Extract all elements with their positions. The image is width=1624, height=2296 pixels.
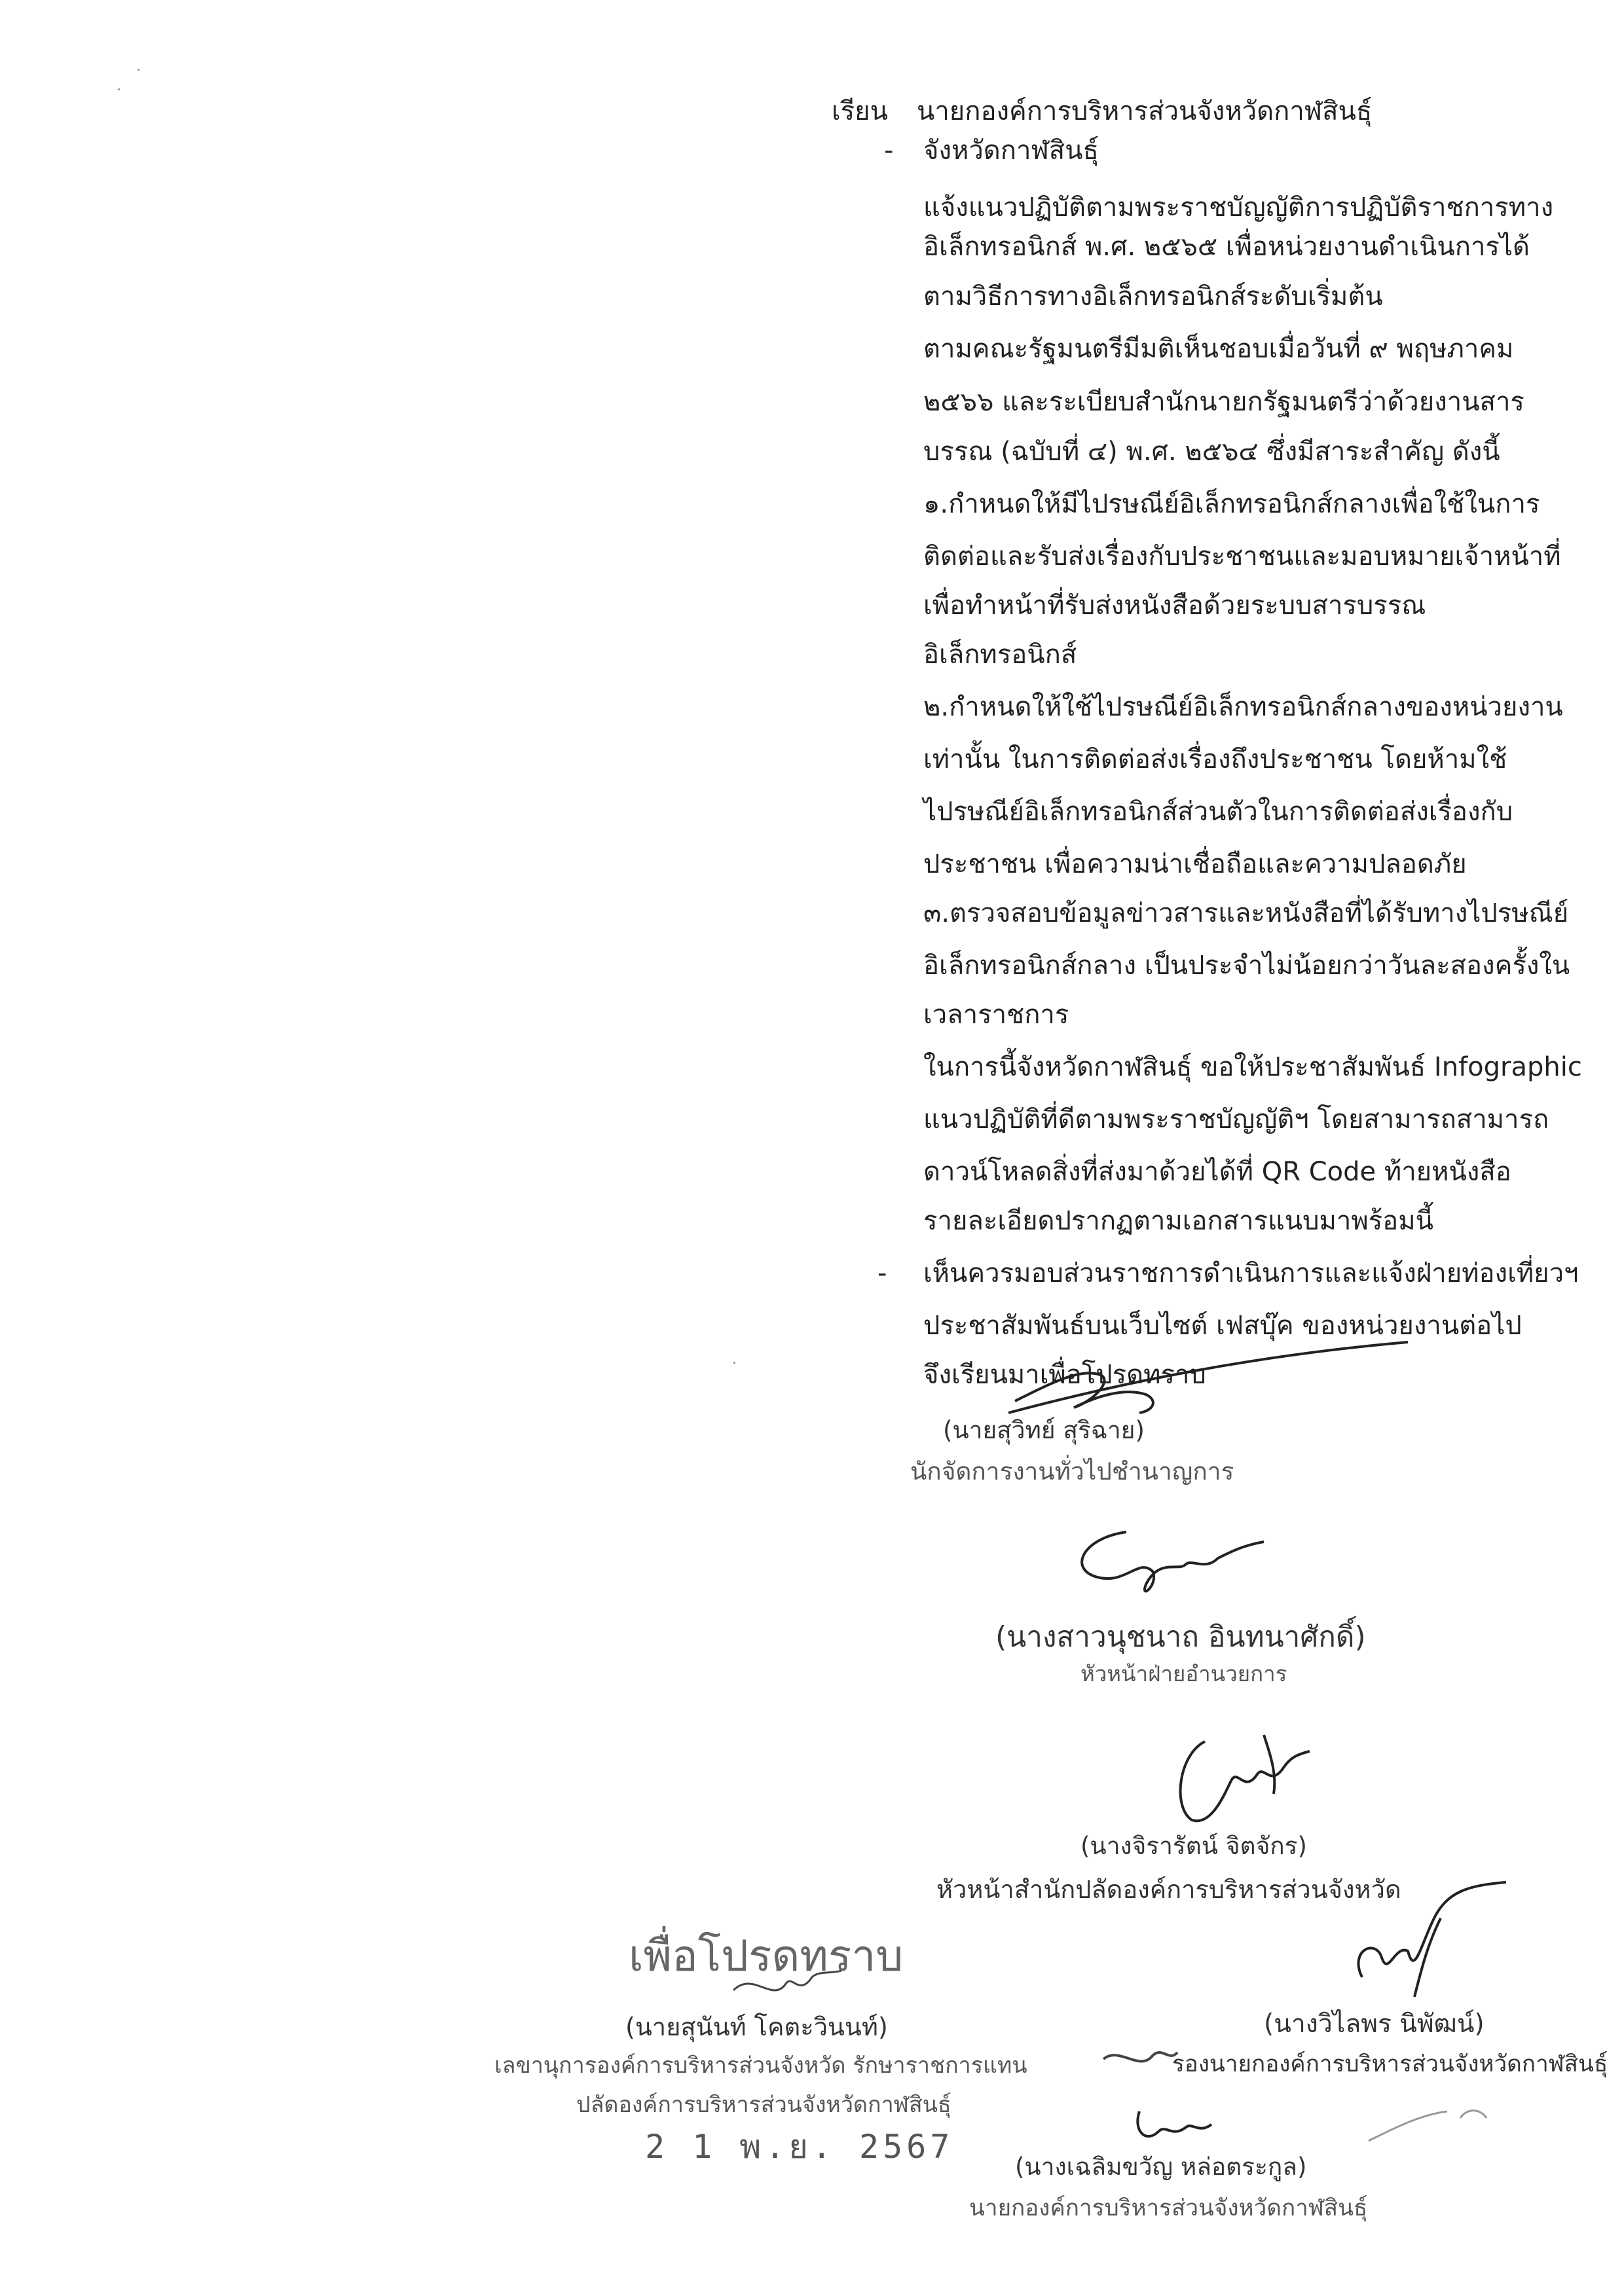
handwritten-signature-3 [1166, 1728, 1316, 1840]
scan-speck [138, 69, 139, 71]
dash-bullet: - [884, 136, 894, 166]
memo-line: เพื่อทำหน้าที่รับส่งหนังสือด้วยระบบสารบรรณ [923, 591, 1426, 621]
dash-bullet: - [877, 1258, 887, 1288]
memo-line: จึงเรียนมาเพื่อโปรดทราบ [923, 1360, 1206, 1390]
memo-line: ติดต่อและรับส่งเรื่องกับประชาชนและมอบหมายเจ้าหน้าที่ [923, 541, 1561, 572]
memo-line: ในการนี้จังหวัดกาฬสินธุ์ ขอให้ประชาสัมพันธ์ Infographic [923, 1052, 1582, 1082]
memo-line: ๓.ตรวจสอบข้อมูลข่าวสารและหนังสือที่ได้รับทางไปรษณีย์ [923, 898, 1569, 928]
memo-line: แจ้งแนวปฏิบัติตามพระราชบัญญัติการปฏิบัติราชการทาง [923, 192, 1554, 223]
signatory-name: (นางจิรารัตน์ จิตจักร) [1080, 1832, 1307, 1860]
memo-line: บรรณ (ฉบับที่ ๔) พ.ศ. ๒๕๖๔ ซึ่งมีสาระสำคัญ ดังนี้ [923, 437, 1500, 467]
handwritten-initials [1100, 2039, 1179, 2079]
memo-line: อิเล็กทรอนิกส์กลาง เป็นประจำไม่น้อยกว่าวันละสองครั้งใน [923, 951, 1570, 981]
handwritten-signature-5 [1126, 2098, 1225, 2151]
handwritten-signature-4 [1336, 1879, 1532, 2010]
signatory-name: (นางวิไลพร นิพัฒน์) [1264, 2009, 1485, 2039]
memo-line: ไปรษณีย์อิเล็กทรอนิกส์ส่วนตัวในการติดต่อส่งเรื่องกับ [923, 797, 1513, 827]
memo-line: ตามวิธีการทางอิเล็กทรอนิกส์ระดับเริ่มต้น [923, 282, 1383, 312]
memo-line: เท่านั้น ในการติดต่อส่งเรื่องถึงประชาชน โดยห้ามใช้ [923, 744, 1507, 774]
signatory-position: หัวหน้าสำนักปลัดองค์การบริหารส่วนจังหวัด [936, 1875, 1401, 1904]
memo-line: เห็นควรมอบส่วนราชการดำเนินการและแจ้งฝ่ายท่องเที่ยวฯ [923, 1258, 1579, 1288]
memo-line: อิเล็กทรอนิกส์ [923, 640, 1077, 670]
memo-line: ๒.กำหนดให้ใช้ไปรษณีย์อิเล็กทรอนิกส์กลางของหน่วยงาน [923, 692, 1563, 722]
addressee: นายกองค์การบริหารส่วนจังหวัดกาฬสินธุ์ [917, 96, 1373, 126]
memo-line: ดาวน์โหลดสิ่งที่ส่งมาด้วยได้ที่ QR Code ท้ายหนังสือ [923, 1157, 1511, 1187]
salutation-label: เรียน [832, 96, 888, 126]
signatory-position: นักจัดการงานทั่วไปชำนาญการ [910, 1457, 1234, 1485]
handwritten-signature-2 [1054, 1506, 1270, 1604]
memo-line: ประชาชน เพื่อความน่าเชื่อถือและความปลอดภัย [923, 849, 1467, 879]
memo-line: ๒๕๖๖ และระเบียบสำนักนายกรัฐมนตรีว่าด้วยงานสาร [923, 387, 1524, 417]
signatory-name: (นางเฉลิมขวัญ หล่อตระกูล) [1015, 2153, 1307, 2181]
signatory-position: นายกองค์การบริหารส่วนจังหวัดกาฬสินธุ์ [969, 2195, 1368, 2221]
signatory-name: (นางสาวนุชนาถ อินทนาศักดิ์) [995, 1620, 1366, 1654]
memo-line: ๑.กำหนดให้มีไปรษณีย์อิเล็กทรอนิกส์กลางเพื่อใช้ในการ [923, 489, 1540, 519]
acknowledger-position-line2: ปลัดองค์การบริหารส่วนจังหวัดกาฬสินธุ์ [576, 2092, 951, 2118]
date-stamp: 2 1 พ.ย. 2567 [645, 2128, 954, 2166]
scan-speck [118, 88, 120, 90]
signatory-position: รองนายกองค์การบริหารส่วนจังหวัดกาฬสินธุ์ [1172, 2051, 1608, 2077]
signatory-name: (นายสุวิทย์ สุริฉาย) [943, 1416, 1145, 1444]
acknowledgement-stamp: เพื่อโปรดทราบ [629, 1931, 904, 1981]
handwritten-initials [1362, 2102, 1493, 2147]
acknowledger-name: (นายสุนันท์ โคตะวินนท์) [625, 2013, 888, 2041]
acknowledger-position-line1: เลขานุการองค์การบริหารส่วนจังหวัด รักษาราชการแทน [494, 2052, 1027, 2079]
signatory-position: หัวหน้าฝ่ายอำนวยการ [1080, 1661, 1287, 1686]
handwritten-initials [727, 1958, 845, 2010]
memo-line: จังหวัดกาฬสินธุ์ [923, 136, 1099, 166]
memo-line: รายละเอียดปรากฏตามเอกสารแนบมาพร้อมนี้ [923, 1206, 1433, 1236]
memo-line: แนวปฏิบัติที่ดีตามพระราชบัญญัติฯ โดยสามารถสามารถ [923, 1104, 1549, 1135]
memo-line: เวลาราชการ [923, 1000, 1069, 1030]
memo-line: ตามคณะรัฐมนตรีมีมติเห็นชอบเมื่อวันที่ ๙ พฤษภาคม [923, 334, 1514, 364]
memo-line: ประชาสัมพันธ์บนเว็บไซต์ เฟสบุ๊ค ของหน่วยงานต่อไป [923, 1311, 1522, 1341]
memo-line: อิเล็กทรอนิกส์ พ.ศ. ๒๕๖๕ เพื่อหน่วยงานดำเนินการได้ [923, 232, 1530, 262]
scan-speck [733, 1362, 735, 1364]
